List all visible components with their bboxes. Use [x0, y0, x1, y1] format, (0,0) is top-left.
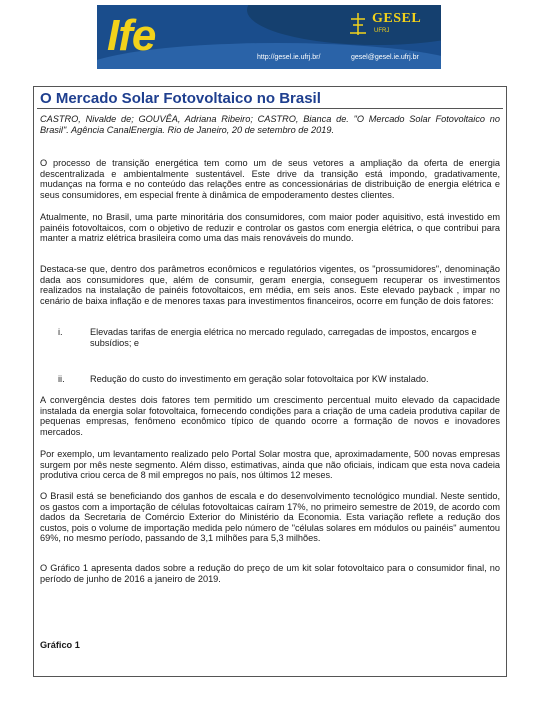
- title-divider: [37, 108, 503, 109]
- paragraph-3: Destaca-se que, dentro dos parâmetros econômicos e regulatórios vigentes, os "prossumidores", denominação dada aos consumidores que, além de consumir, geram energia, conseguem recuperar os investimentos realizados na instalação de painéis fotovoltaicos, em média, em seis anos. Este elevado payback , impar no cenário de baixa inflação e de menores taxas para investimentos financeiros, ocorre em função de dois fatores:: [40, 264, 500, 306]
- list-item-text: Elevadas tarifas de energia elétrica no mercado regulado, carregadas de impostos, encargos e subsídios; e: [90, 327, 477, 348]
- figure-label: Gráfico 1: [40, 640, 80, 650]
- paragraph-5: Por exemplo, um levantamento realizado pelo Portal Solar mostra que, aproximadamente, 500 novas empresas surgem por mês neste segmento. Além disso, estimativas, ainda que não oficiais, indicam que esta nova cadeia produtiva criou cerca de 8 mil empregos no país, nos últimos 12 meses.: [40, 449, 500, 481]
- gesel-logo-icon: [347, 11, 369, 37]
- gesel-subtitle: UFRJ: [374, 28, 390, 34]
- header-banner: [97, 5, 441, 69]
- gesel-logo-text: GESEL: [372, 11, 422, 26]
- paragraph-2: Atualmente, no Brasil, uma parte minoritária dos consumidores, com maior poder aquisitivo, está investido em painéis fotovoltaicos, com o objetivo de reduzir e controlar os gastos com energia elétrica, o que contribui para manter a matriz elétrica brasileira como uma das mais renováveis do mundo.: [40, 212, 500, 244]
- ife-logo: Ife: [107, 11, 156, 60]
- paragraph-4: A convergência destes dois fatores tem permitido um crescimento percentual muito elevado da capacidade instalada da energia solar fotovoltaica, fornecendo condições para a criação de uma cadeia produtiva capilar de pequenas empresas, fenômeno econômico típico de quando ocorre a formação de novos e inovadores mercados.: [40, 395, 500, 437]
- website-link[interactable]: http://gesel.ie.ufrj.br/: [257, 54, 321, 61]
- list-item-text: Redução do custo do investimento em geração solar fotovoltaica por KW instalado.: [90, 374, 429, 384]
- paragraph-6: O Brasil está se beneficiando dos ganhos de escala e do desenvolvimento tecnológico mundial. Neste sentido, os gastos com a importação de células fotovoltaicas caíram 17%, no primeiro semestre de 2019, de acordo com dados da Secretaria de Comércio Exterior do Ministério da Economia. Esta variação reflete a redução dos custos, pois o volume de importação medida pelo número de "células solares em módulos ou painéis" aumentou 69%, no mesmo período, passando de 3,1 milhões para 5,3 milhões.: [40, 491, 500, 544]
- document-title: O Mercado Solar Fotovoltaico no Brasil: [40, 90, 321, 107]
- paragraph-7: O Gráfico 1 apresenta dados sobre a redução do preço de um kit solar fotovoltaico para o consumidor final, no período de junho de 2016 a janeiro de 2019.: [40, 563, 500, 584]
- citation: CASTRO, Nivalde de; GOUVÊA, Adriana Ribeiro; CASTRO, Bianca de. "O Mercado Solar Fotovoltaico no Brasil". Agência CanalEnergia. Rio de Janeiro, 20 de setembro de 2019.: [40, 114, 500, 135]
- list-item-number: ii.: [58, 374, 65, 384]
- email-link[interactable]: gesel@gesel.ie.ufrj.br: [351, 54, 419, 61]
- paragraph-1: O processo de transição energética tem como um de seus vetores a ampliação da oferta de energia descentralizada e ambientalmente sustentável. Este drive da transição está impondo, gradativamente, mudanças na forma e no conteúdo das relações entre as concessionárias de distribuição de energia elétrica e seus consumidores, em especial frente à dinâmica de empoderamento destes clientes.: [40, 158, 500, 200]
- list-item-number: i.: [58, 327, 63, 337]
